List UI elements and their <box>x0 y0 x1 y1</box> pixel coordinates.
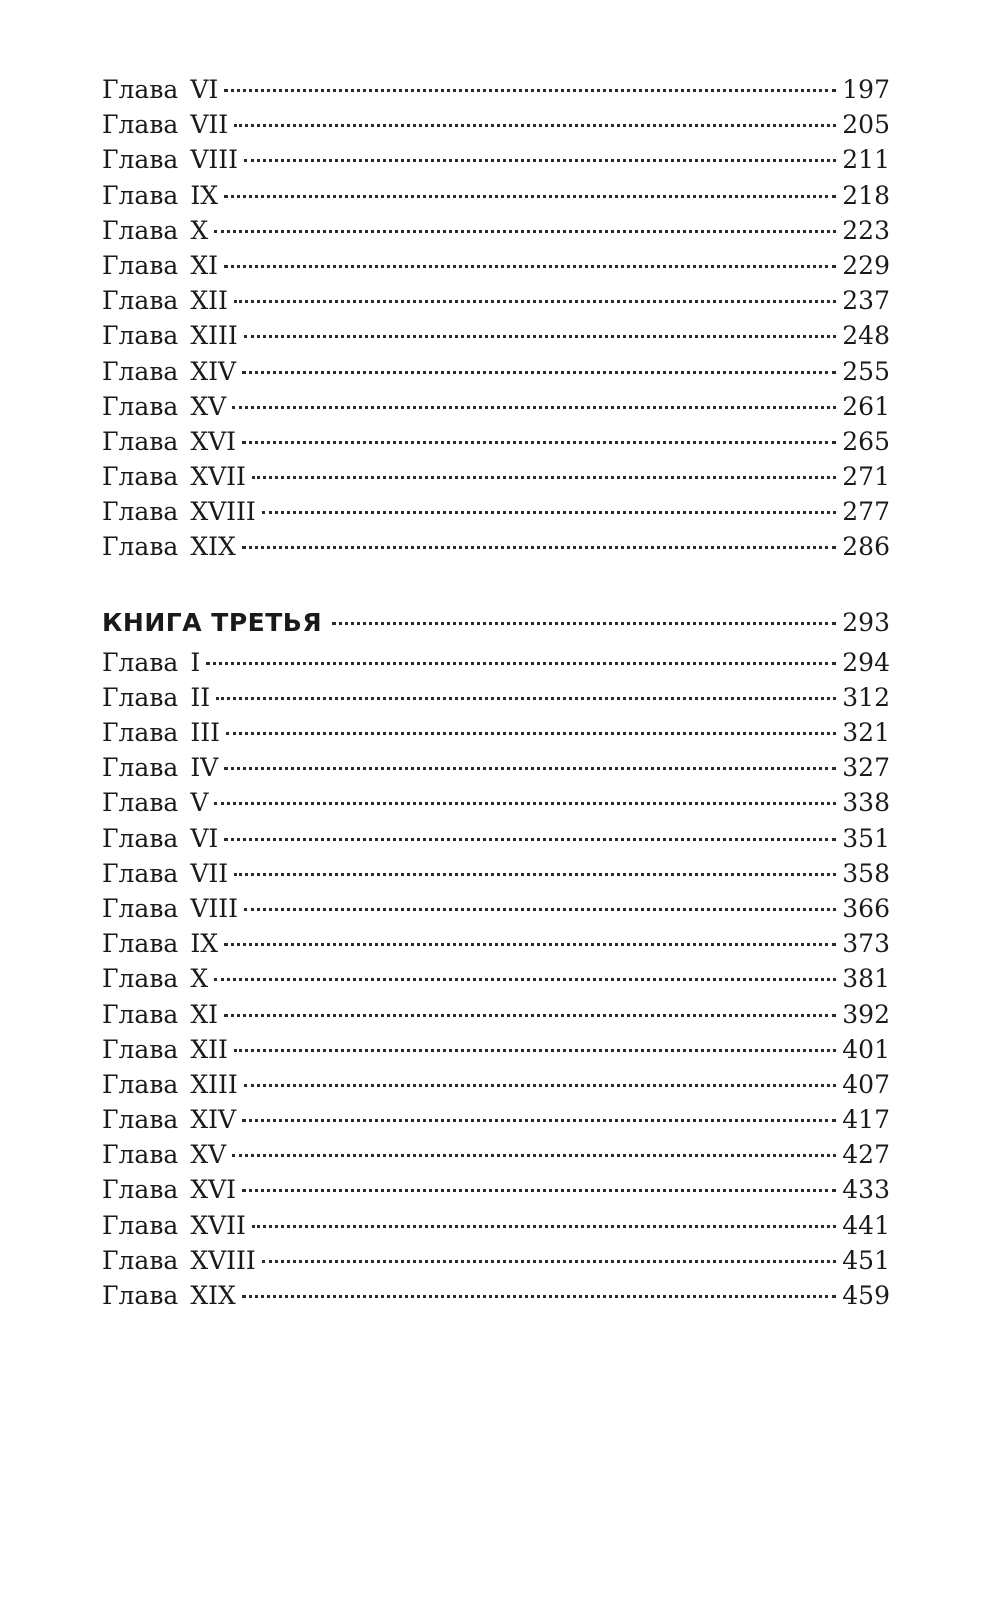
dot-leader <box>242 441 836 444</box>
page-number: 381 <box>842 964 890 994</box>
chapter-numeral: III <box>190 718 220 747</box>
dot-leader <box>234 873 836 876</box>
page-number: 366 <box>842 893 890 923</box>
chapter-numeral: X <box>190 964 209 994</box>
chapter-label <box>102 389 230 424</box>
chapter-label <box>102 715 224 750</box>
toc-entry <box>102 107 890 142</box>
section-spacer <box>102 565 890 601</box>
page-number: 286 <box>842 532 890 562</box>
toc-entry <box>102 1172 890 1207</box>
chapter-label <box>102 1137 230 1172</box>
dot-leader <box>234 300 836 303</box>
chapter-numeral: XI <box>190 250 219 280</box>
toc-entry <box>102 283 890 318</box>
chapter-numeral: I <box>190 647 201 677</box>
toc-entry <box>102 354 890 389</box>
page-number: 205 <box>842 110 890 140</box>
dot-leader <box>214 802 836 805</box>
dot-leader <box>224 767 836 770</box>
dot-leader <box>216 697 836 700</box>
page-number: 451 <box>842 1245 890 1275</box>
toc-entry <box>102 142 890 177</box>
chapter-word: Глава <box>102 75 179 104</box>
chapter-word: Глава <box>102 426 179 456</box>
page-number: 265 <box>842 426 890 456</box>
chapter-numeral: IX <box>190 929 219 959</box>
chapter-label <box>102 1278 240 1313</box>
page-number: 211 <box>842 145 890 175</box>
dot-leader <box>226 732 836 735</box>
chapter-numeral: VIII <box>190 145 239 175</box>
chapter-label <box>102 785 212 820</box>
toc-entry <box>102 178 890 213</box>
dot-leader <box>242 371 836 374</box>
chapter-word: Глава <box>102 1140 179 1170</box>
chapter-label <box>102 750 222 785</box>
page-number: 277 <box>842 497 890 527</box>
dot-leader <box>232 1154 836 1157</box>
chapter-word: Глава <box>102 462 179 492</box>
chapter-label <box>102 680 214 715</box>
chapter-word: Глава <box>102 532 179 562</box>
page-number: 218 <box>842 180 890 210</box>
chapter-label <box>102 494 260 529</box>
chapter-numeral: XIII <box>190 1069 238 1099</box>
toc-entry <box>102 1067 890 1102</box>
chapter-word: Глава <box>102 286 179 316</box>
page-number: 255 <box>842 356 890 386</box>
page-number: 401 <box>842 1034 890 1064</box>
chapter-word: Глава <box>102 110 179 140</box>
toc-entry <box>102 72 890 107</box>
chapter-word: Глава <box>102 1281 179 1310</box>
chapter-label <box>102 891 242 926</box>
chapter-word: Глава <box>102 321 179 351</box>
dot-leader <box>252 1225 836 1228</box>
chapter-numeral: XIV <box>190 1105 237 1135</box>
chapter-label <box>102 961 212 996</box>
chapter-numeral: XVII <box>190 1210 246 1240</box>
page-number: 321 <box>842 718 890 747</box>
chapter-word: Глава <box>102 858 179 888</box>
toc-entry <box>102 1102 890 1137</box>
chapter-word: Глава <box>102 964 179 994</box>
dot-leader <box>224 943 836 946</box>
chapter-label <box>102 856 232 891</box>
chapter-numeral: VII <box>190 110 229 140</box>
chapter-label <box>102 248 222 283</box>
chapter-word: Глава <box>102 215 179 245</box>
page-number: 229 <box>842 250 890 280</box>
page-number: 237 <box>842 286 890 316</box>
chapter-word: Глава <box>102 647 179 677</box>
page-number: 407 <box>842 1069 890 1099</box>
toc-entry <box>102 715 890 750</box>
chapter-label <box>102 213 212 248</box>
chapter-label <box>102 529 240 564</box>
dot-leader <box>242 1295 836 1298</box>
page-number: 223 <box>842 215 890 245</box>
page-number: 327 <box>842 753 890 783</box>
toc-entry <box>102 424 890 459</box>
dot-leader <box>234 1049 836 1052</box>
chapter-word: Глава <box>102 497 179 527</box>
chapter-label <box>102 997 222 1032</box>
page-number: 392 <box>842 999 890 1029</box>
chapter-numeral: VII <box>190 858 229 888</box>
chapter-numeral: XV <box>190 1140 227 1170</box>
chapter-word: Глава <box>102 1105 179 1135</box>
chapter-word: Глава <box>102 356 179 386</box>
chapter-numeral: XVI <box>190 426 237 456</box>
toc-entry <box>102 1243 890 1278</box>
dot-leader <box>224 1014 836 1017</box>
chapter-numeral: XVI <box>190 1175 237 1205</box>
chapter-numeral: VI <box>190 823 219 853</box>
dot-leader <box>252 476 836 479</box>
chapter-numeral: XVIII <box>190 1245 256 1275</box>
chapter-numeral: V <box>190 788 209 818</box>
toc-entry <box>102 494 890 529</box>
chapter-numeral: IX <box>190 180 219 210</box>
dot-leader <box>242 1119 836 1122</box>
toc-entry <box>102 248 890 283</box>
chapter-label <box>102 318 242 353</box>
page-number: 197 <box>842 75 890 104</box>
toc-entry <box>102 318 890 353</box>
chapter-word: Глава <box>102 1175 179 1205</box>
dot-leader <box>214 230 836 233</box>
chapter-list-part-three <box>102 645 890 1314</box>
page-number: 351 <box>842 823 890 853</box>
chapter-label <box>102 1208 250 1243</box>
toc-entry <box>102 821 890 856</box>
dot-leader <box>224 265 836 268</box>
page-number: 433 <box>842 1175 890 1205</box>
toc-entry <box>102 1208 890 1243</box>
chapter-word: Глава <box>102 823 179 853</box>
chapter-label <box>102 1172 240 1207</box>
chapter-numeral: XIV <box>190 356 237 386</box>
toc-entry <box>102 961 890 996</box>
table-of-contents <box>102 72 890 1313</box>
toc-entry <box>102 213 890 248</box>
chapter-label <box>102 142 242 177</box>
page-number: 293 <box>842 607 890 637</box>
dot-leader <box>262 511 836 514</box>
chapter-label <box>102 926 222 961</box>
chapter-numeral: XIX <box>190 532 236 562</box>
dot-leader <box>242 1189 836 1192</box>
toc-entry <box>102 926 890 961</box>
chapter-word: Глава <box>102 1210 179 1240</box>
dot-leader <box>232 406 836 409</box>
chapter-numeral: XIII <box>190 321 238 351</box>
page-number: 294 <box>842 647 890 677</box>
dot-leader <box>244 1084 837 1087</box>
chapter-numeral: VI <box>190 75 219 104</box>
page-number: 373 <box>842 929 890 959</box>
dot-leader <box>234 124 836 127</box>
toc-entry <box>102 856 890 891</box>
toc-entry <box>102 459 890 494</box>
dot-leader <box>244 159 836 162</box>
chapter-label <box>102 1243 260 1278</box>
dot-leader <box>224 195 836 198</box>
toc-entry <box>102 997 890 1032</box>
chapter-word: Глава <box>102 1034 179 1064</box>
page-number: 427 <box>842 1140 890 1170</box>
chapter-word: Глава <box>102 1245 179 1275</box>
toc-entry <box>102 785 890 820</box>
chapter-numeral: XV <box>190 391 227 421</box>
dot-leader <box>224 89 836 92</box>
chapter-numeral: XIX <box>190 1281 236 1310</box>
toc-entry <box>102 891 890 926</box>
toc-entry <box>102 680 890 715</box>
chapter-word: Глава <box>102 788 179 818</box>
dot-leader <box>244 908 836 911</box>
chapter-word: Глава <box>102 391 179 421</box>
chapter-label <box>102 459 250 494</box>
dot-leader <box>262 1260 836 1263</box>
chapter-word: Глава <box>102 250 179 280</box>
chapter-numeral: VIII <box>190 893 239 923</box>
page-number: 261 <box>842 391 890 421</box>
toc-entry <box>102 1137 890 1172</box>
chapter-word: Глава <box>102 999 179 1029</box>
chapter-label <box>102 354 240 389</box>
chapter-label <box>102 72 222 107</box>
chapter-list-part-two <box>102 72 890 565</box>
toc-entry <box>102 389 890 424</box>
chapter-word: Глава <box>102 718 179 747</box>
chapter-word: Глава <box>102 145 179 175</box>
dot-leader <box>206 662 836 665</box>
toc-entry <box>102 1278 890 1313</box>
page-number: 312 <box>842 682 890 712</box>
chapter-word: Глава <box>102 682 179 712</box>
page-number: 248 <box>842 321 890 351</box>
chapter-label <box>102 1032 232 1067</box>
page-number: 441 <box>842 1210 890 1240</box>
chapter-numeral: II <box>190 682 211 712</box>
chapter-label <box>102 424 240 459</box>
chapter-label <box>102 178 222 213</box>
page-number: 358 <box>842 858 890 888</box>
chapter-numeral: XI <box>190 999 219 1029</box>
dot-leader <box>332 622 836 625</box>
chapter-numeral: XVIII <box>190 497 256 527</box>
dot-leader <box>244 335 837 338</box>
dot-leader <box>224 838 836 841</box>
chapter-label <box>102 821 222 856</box>
dot-leader <box>242 546 836 549</box>
chapter-label <box>102 645 204 680</box>
chapter-numeral: XVII <box>190 462 246 492</box>
page-number: 459 <box>842 1281 890 1310</box>
chapter-word: Глава <box>102 180 179 210</box>
chapter-label <box>102 107 232 142</box>
toc-entry <box>102 645 890 680</box>
chapter-word: Глава <box>102 893 179 923</box>
dot-leader <box>214 978 836 981</box>
toc-entry <box>102 529 890 564</box>
toc-entry <box>102 1032 890 1067</box>
chapter-label <box>102 1067 242 1102</box>
chapter-numeral: X <box>190 215 209 245</box>
chapter-word: Глава <box>102 1069 179 1099</box>
chapter-label <box>102 283 232 318</box>
chapter-numeral: XII <box>190 286 228 316</box>
chapter-label <box>102 1102 240 1137</box>
chapter-word: Глава <box>102 929 179 959</box>
page-number: 417 <box>842 1105 890 1135</box>
page-number: 338 <box>842 788 890 818</box>
chapter-numeral: XII <box>190 1034 228 1064</box>
page-number: 271 <box>842 462 890 492</box>
book-three-heading <box>102 601 890 645</box>
chapter-numeral: IV <box>190 753 219 783</box>
book-title: КНИГА ТРЕТЬЯ <box>102 607 323 637</box>
toc-entry <box>102 750 890 785</box>
chapter-word: Глава <box>102 753 179 783</box>
